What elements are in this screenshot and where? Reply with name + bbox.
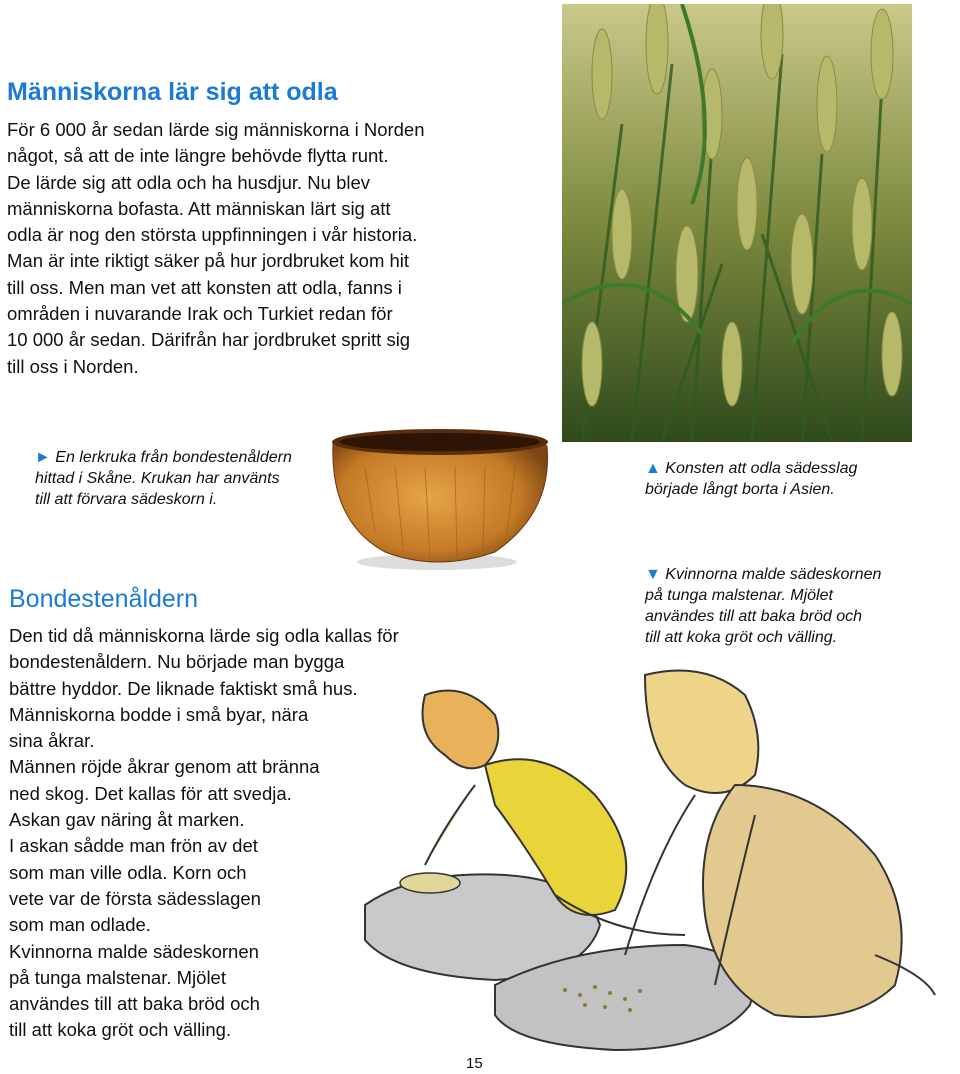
up-arrow-icon: ▲ [645, 460, 661, 477]
women-caption [645, 564, 955, 648]
women-caption-text: Kvinnorna malde sädeskornen på tunga malstenar. Mjölet användes till att baka bröd och till att koka gröt och välling. [645, 566, 882, 646]
right-arrow-icon: ► [35, 449, 51, 466]
section-heading-bondestenaldern: Bondestenåldern [9, 585, 199, 613]
section-text-odla: För 6 000 år sedan lärde sig människorna i Norden något, så att de inte längre behövde flytta runt. De lärde sig att odla och ha husdjur. Nu blev människorna bofasta. Att människan lärt sig att odla är nog den största uppfinningen i vår historia. Man är inte riktigt säker på hur jordbruket kom hit till oss. Men man vet att konsten att odla, fanns i områden i nuvarande Irak och Turkiet redan för 10 000 år sedan. Därifrån har jordbruket spritt sig till oss i Norden. [7, 119, 425, 377]
down-arrow-icon: ▼ [645, 566, 661, 583]
pot-caption-text: En lerkruka från bondestenåldern hittad i Skåne. Krukan har använts till att förvara sädeskorn i. [35, 449, 292, 508]
wheat-photo [562, 4, 912, 442]
clay-pot-image [325, 422, 555, 572]
section-heading-odla: Människorna lär sig att odla [7, 78, 338, 106]
pot-caption [35, 447, 335, 510]
wheat-caption [645, 458, 945, 500]
wheat-caption-text: Konsten att odla sädesslag började långt borta i Asien. [645, 460, 858, 498]
section-text-bondestenaldern: Den tid då människorna lärde sig odla kallas för bondestenåldern. Nu började man bygga bättre hyddor. De liknade faktiskt små hus. Människorna bodde i små byar, nära sina åkrar. Männen röjde åkrar genom att bränna ned skog. Det kallas för att svedja. Askan gav näring åt marken. I askan sådde man frön av det som man ville odla. Korn och vete var de första sädesslagen som man odlade. Kvinnorna malde sädeskornen på tunga malstenar. Mjölet användes till att baka bröd och till att koka gröt och välling. [9, 625, 399, 1041]
grinding-women-illustration [355, 655, 955, 1055]
page-number: 15 [466, 1055, 483, 1072]
